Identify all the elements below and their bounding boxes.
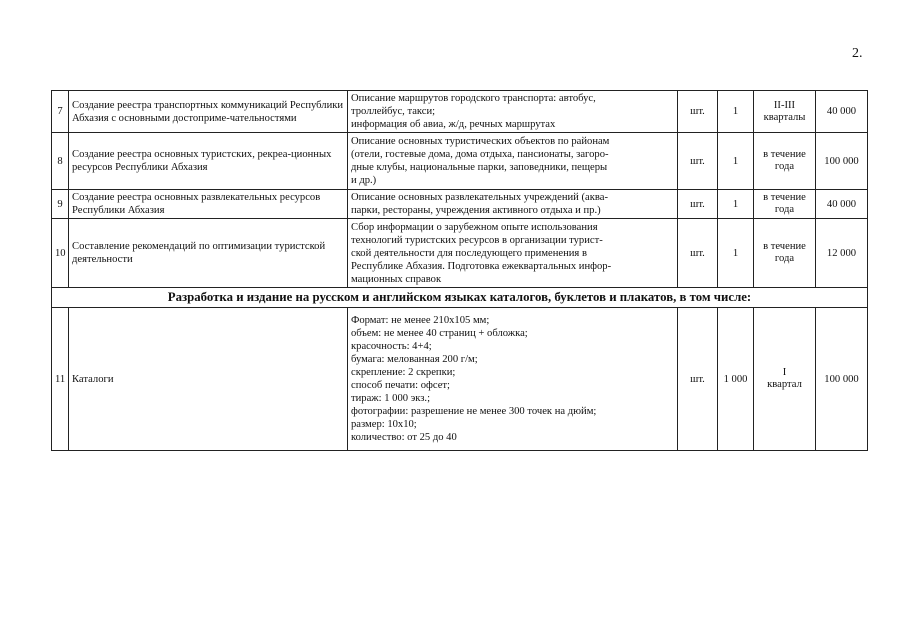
row-period bbox=[754, 308, 816, 451]
description-line: Описание маршрутов городского транспорта: автобус, bbox=[351, 93, 596, 104]
description-line: ской деятельности для последующего применения в bbox=[351, 247, 587, 259]
section-header-row bbox=[52, 288, 868, 308]
period-line: в течение bbox=[763, 241, 806, 252]
row-name: Создание реестра основных развлекательных ресурсов Республики Абхазия bbox=[69, 190, 348, 219]
description-line: скрепление: 2 скрепки; bbox=[351, 367, 456, 378]
row-price: 40 000 bbox=[816, 91, 868, 133]
row-period bbox=[754, 190, 816, 219]
row-unit: шт. bbox=[678, 133, 718, 190]
row-name: Составление рекомендаций по оптимизации туристской деятельности bbox=[69, 219, 348, 288]
row-price: 100 000 bbox=[816, 308, 868, 451]
row-quantity: 1 bbox=[718, 133, 754, 190]
row-unit: шт. bbox=[678, 91, 718, 133]
description-line: Формат: не менее 210х105 мм; bbox=[351, 315, 490, 326]
specification-table bbox=[51, 90, 868, 451]
section-header: Разработка и издание на русском и английском языках каталогов, буклетов и плакатов, в том числе: bbox=[52, 288, 868, 308]
description-line: размер: 10х10; bbox=[351, 419, 417, 430]
row-quantity: 1 bbox=[718, 190, 754, 219]
period-line: II-III bbox=[773, 99, 796, 111]
period-line: в течение bbox=[763, 149, 806, 160]
description-line: парки, рестораны, учреждения активного отдыха и пр.) bbox=[351, 205, 601, 216]
table-row bbox=[52, 219, 868, 288]
row-period bbox=[754, 219, 816, 288]
row-price: 40 000 bbox=[816, 190, 868, 219]
period-line: I bbox=[782, 367, 787, 378]
row-number: 8 bbox=[52, 133, 69, 190]
row-name: Каталоги bbox=[69, 308, 348, 451]
row-number: 9 bbox=[52, 190, 69, 219]
row-price: 100 000 bbox=[816, 133, 868, 190]
description-line: фотографии: разрешение не менее 300 точек на дюйм; bbox=[351, 406, 597, 417]
page-number: 2. bbox=[852, 46, 863, 61]
description-line: Описание основных туристических объектов по районам bbox=[351, 136, 610, 147]
row-period bbox=[754, 133, 816, 190]
description-line: способ печати: офсет; bbox=[351, 380, 450, 391]
description-line: (отели, гостевые дома, дома отдыха, пансионаты, загоро- bbox=[351, 149, 609, 160]
row-quantity: 1 000 bbox=[718, 308, 754, 451]
table-row bbox=[52, 133, 868, 190]
row-unit: шт. bbox=[678, 190, 718, 219]
description-line: Сбор информации о зарубежном опыте использования bbox=[351, 221, 598, 233]
description-line: троллейбус, такси; bbox=[351, 106, 436, 117]
row-description bbox=[348, 133, 678, 190]
row-description bbox=[348, 190, 678, 219]
description-line: красочность: 4+4; bbox=[351, 341, 432, 352]
description-line: Республике Абхазия. Подготовка ежеквартальных инфор- bbox=[351, 260, 612, 272]
description-line: дные клубы, национальные парки, заповедники, пещеры bbox=[351, 162, 608, 173]
description-line: тираж: 1 000 экз.; bbox=[351, 393, 431, 404]
row-number: 11 bbox=[52, 308, 69, 451]
table-row bbox=[52, 190, 868, 219]
row-price: 12 000 bbox=[816, 219, 868, 288]
period-line: квартал bbox=[767, 379, 802, 390]
row-number: 10 bbox=[52, 219, 69, 288]
description-line: объем: не менее 40 страниц + обложка; bbox=[351, 328, 528, 339]
description-line: бумага: мелованная 200 г/м; bbox=[351, 354, 478, 365]
row-number: 7 bbox=[52, 91, 69, 133]
period-line: кварталы bbox=[763, 111, 806, 123]
description-line: Описание основных развлекательных учреждений (аква- bbox=[351, 192, 608, 203]
row-name: Создание реестра основных туристских, рекреа-ционных ресурсов Республики Абхазия bbox=[69, 133, 348, 190]
row-name: Создание реестра транспортных коммуникаций Республики Абхазия с основными достоприме-чательностями bbox=[69, 91, 348, 133]
description-line: технологий туристских ресурсов в организации турист- bbox=[351, 234, 603, 246]
table-row bbox=[52, 308, 868, 451]
row-quantity: 1 bbox=[718, 91, 754, 133]
row-description bbox=[348, 91, 678, 133]
row-unit: шт. bbox=[678, 219, 718, 288]
row-unit: шт. bbox=[678, 308, 718, 451]
description-line: информация об авиа, ж/д, речных маршрутах bbox=[351, 119, 556, 130]
row-period bbox=[754, 91, 816, 133]
period-line: года bbox=[774, 161, 795, 172]
row-description bbox=[348, 219, 678, 288]
period-line: года bbox=[774, 253, 795, 264]
description-line: мационных справок bbox=[351, 273, 442, 285]
table-row bbox=[52, 91, 868, 133]
period-line: года bbox=[774, 204, 795, 215]
description-line: количество: от 25 до 40 bbox=[351, 432, 457, 443]
row-description bbox=[348, 308, 678, 451]
description-line: и др.) bbox=[351, 175, 377, 186]
period-line: в течение bbox=[763, 192, 806, 203]
row-quantity: 1 bbox=[718, 219, 754, 288]
